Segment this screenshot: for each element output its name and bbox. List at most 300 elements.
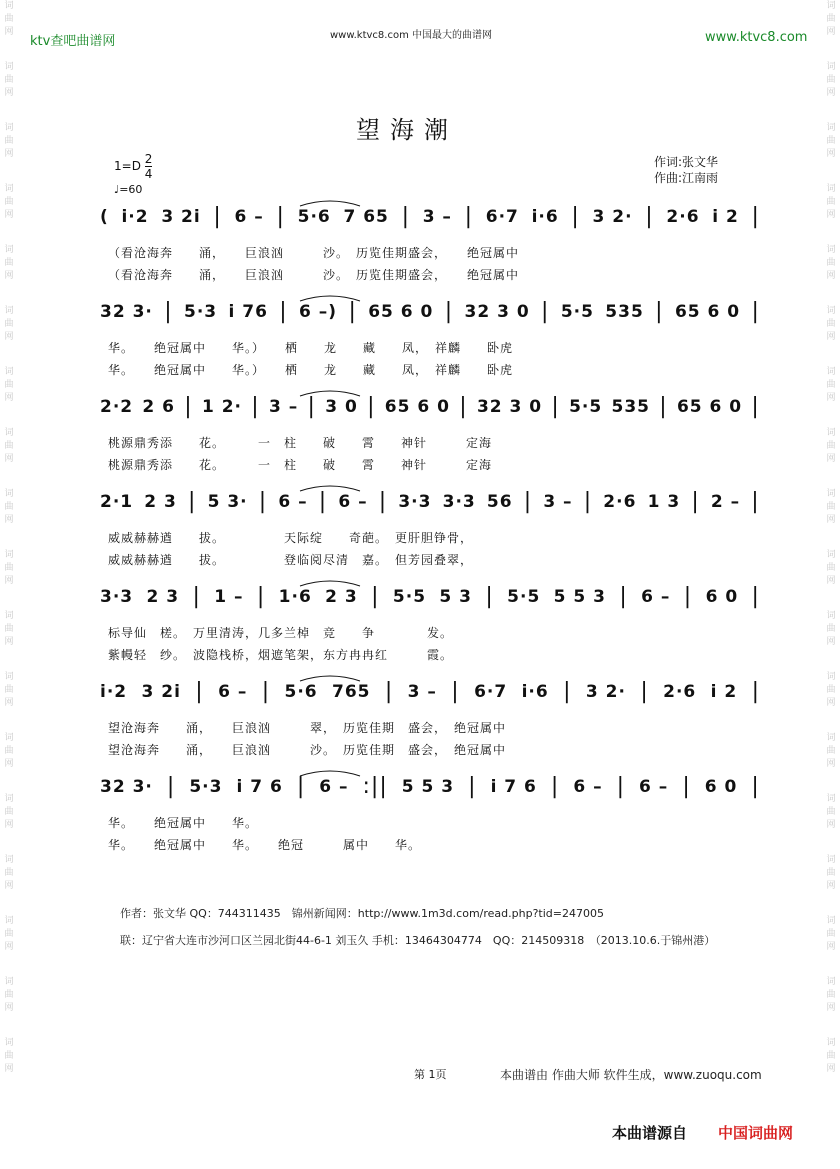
barline: | xyxy=(401,204,410,229)
barline: | xyxy=(195,679,204,704)
note-group: 5·5 xyxy=(569,397,603,417)
watermark-group xyxy=(2,305,16,344)
barline: | xyxy=(307,394,316,419)
note-group: 3 2· xyxy=(592,207,633,227)
score-system xyxy=(100,580,760,620)
watermark-char: 曲 xyxy=(4,14,14,24)
watermark-group xyxy=(824,122,838,161)
note-group: 3 2i xyxy=(141,682,181,702)
watermark-char: 曲 xyxy=(4,75,14,85)
note-group: 65 6 0 xyxy=(384,397,450,417)
watermark-char: 网 xyxy=(826,88,836,98)
lyric-line: （看沧海奔 涌， 巨浪汹 沙。 历览佳期盛会， 绝冠属中 xyxy=(108,268,520,282)
watermark-char: 词 xyxy=(826,611,836,621)
watermark-char: 曲 xyxy=(826,624,836,634)
barline: | xyxy=(464,204,474,229)
time-signature xyxy=(145,152,153,181)
watermark-char: 曲 xyxy=(826,258,836,268)
watermark-char: 网 xyxy=(826,1064,836,1074)
watermark-char: 网 xyxy=(4,637,14,647)
watermark-char: 曲 xyxy=(826,136,836,146)
watermark-char: 网 xyxy=(826,27,836,37)
watermark-char: 词 xyxy=(4,550,14,560)
watermark-group xyxy=(2,1037,16,1076)
watermark-group xyxy=(2,366,16,405)
note-group: 765 xyxy=(332,682,371,702)
contact-line: 联：辽宁省大连市沙河口区兰园北街44-6-1 刘玉久 手机：13464304774 QQ：214509318 （2013.10.6.于锦州港） xyxy=(120,934,716,947)
beam-lines xyxy=(100,390,760,430)
barline: | xyxy=(213,204,222,229)
watermark-char: 网 xyxy=(4,271,14,281)
key-signature xyxy=(114,152,152,181)
barline: | xyxy=(691,489,700,514)
watermark-char: 词 xyxy=(826,489,836,499)
note-group: 6 – xyxy=(278,492,308,512)
note-group: 2·6 xyxy=(666,207,700,227)
slur xyxy=(300,201,360,206)
note-group: i·2 xyxy=(100,682,128,702)
note-group: 6 – xyxy=(338,492,368,512)
page-number: 第 1页 xyxy=(414,1068,447,1081)
watermark-char: 网 xyxy=(4,515,14,525)
note-group: 5·6 xyxy=(284,682,318,702)
note-group: 5·3 xyxy=(189,777,223,797)
watermark-char: 词 xyxy=(4,245,14,255)
watermark-char: 曲 xyxy=(4,929,14,939)
barline: | xyxy=(682,774,691,799)
lyric-line: （看沧海奔 涌， 巨浪汹 沙。 历览佳期盛会， 绝冠属中 xyxy=(108,246,520,260)
source-prefix: 本曲谱源自 xyxy=(612,1124,688,1142)
note-group: 6 – xyxy=(639,777,669,797)
watermark-char: 网 xyxy=(4,1003,14,1013)
watermark-char: 词 xyxy=(4,62,14,72)
watermark-char: 网 xyxy=(4,576,14,586)
barline: | xyxy=(523,489,533,514)
lyric-line: 威威赫赫遒 拔。 登临阅尽清 嘉。 但芳园叠翠， xyxy=(108,553,474,567)
watermark-char: 词 xyxy=(4,428,14,438)
watermark-char: 词 xyxy=(826,184,836,194)
barline: | xyxy=(296,774,306,799)
note-group: 5·3 xyxy=(184,302,218,322)
barline: | xyxy=(645,204,654,229)
watermark-group xyxy=(824,488,838,527)
barline: | xyxy=(751,774,760,799)
watermark-group xyxy=(824,671,838,710)
watermark-char: 词 xyxy=(4,733,14,743)
barline: | xyxy=(751,299,760,324)
note-group: 1 – xyxy=(214,587,244,607)
note-group: 2·2 xyxy=(100,397,134,417)
barline: | xyxy=(261,679,271,704)
watermark-char: 网 xyxy=(4,454,14,464)
watermark-group xyxy=(824,915,838,954)
barline: | xyxy=(751,489,760,514)
note-group: 6 – xyxy=(319,777,349,797)
note-group: 6 –) xyxy=(299,302,338,322)
watermark-char: 曲 xyxy=(4,258,14,268)
barline: :|| xyxy=(362,774,388,799)
watermark-char: 曲 xyxy=(826,1051,836,1061)
barline: | xyxy=(276,204,285,229)
note-group: 6 – xyxy=(573,777,603,797)
watermark-char: 词 xyxy=(826,733,836,743)
watermark-char: 曲 xyxy=(4,197,14,207)
source-name-link[interactable]: 中国词曲网 xyxy=(718,1124,794,1142)
watermark-group xyxy=(824,610,838,649)
note-group: 535 xyxy=(605,302,644,322)
watermark-char: 曲 xyxy=(4,807,14,817)
note-group: 3 – xyxy=(543,492,573,512)
watermark-group xyxy=(2,0,16,39)
watermark-char: 曲 xyxy=(4,868,14,878)
watermark-char: 词 xyxy=(826,123,836,133)
watermark-char: 网 xyxy=(4,149,14,159)
note-group: 3 2i xyxy=(161,207,201,227)
barline: | xyxy=(583,489,593,514)
watermark-group xyxy=(2,854,16,893)
score-system xyxy=(100,295,760,335)
watermark-char: 词 xyxy=(826,1,836,11)
note-group: 535 xyxy=(611,397,650,417)
generator-line: 本曲谱由 作曲大师 软件生成，www.zuoqu.com xyxy=(500,1068,762,1082)
watermark-char: 曲 xyxy=(826,75,836,85)
note-group: 32 3 0 xyxy=(464,302,530,322)
lyric-line: 桃源鼎秀添 花。 一 柱 破 霄 神针 定海 xyxy=(108,436,493,450)
note-group: 1 3 xyxy=(647,492,681,512)
watermark-char: 曲 xyxy=(826,807,836,817)
note-group: i 7 6 xyxy=(236,777,283,797)
watermark-char: 曲 xyxy=(4,441,14,451)
watermark-group xyxy=(2,244,16,283)
watermark-char: 网 xyxy=(826,149,836,159)
watermark-char: 词 xyxy=(4,855,14,865)
header-center-text: www.ktvc8.com 中国最大的曲谱网 xyxy=(330,30,493,41)
watermark-group xyxy=(2,61,16,100)
barline: | xyxy=(188,489,197,514)
watermark-char: 词 xyxy=(4,306,14,316)
note-group: 6 – xyxy=(641,587,671,607)
watermark-char: 网 xyxy=(826,332,836,342)
barline: | xyxy=(258,489,268,514)
watermark-char: 词 xyxy=(4,367,14,377)
note-group: 32 3· xyxy=(100,777,153,797)
slur xyxy=(300,486,360,491)
watermark-char: 曲 xyxy=(826,868,836,878)
beam-lines xyxy=(100,200,760,240)
watermark-char: 网 xyxy=(4,820,14,830)
watermark-group xyxy=(2,732,16,771)
beam-lines xyxy=(100,580,760,620)
watermark-char: 网 xyxy=(826,1003,836,1013)
score-system xyxy=(100,770,760,810)
watermark-char: 曲 xyxy=(826,319,836,329)
barline: | xyxy=(640,679,649,704)
watermark-char: 词 xyxy=(4,1038,14,1048)
watermark-char: 词 xyxy=(826,428,836,438)
barline: | xyxy=(371,584,380,609)
watermark-group xyxy=(824,549,838,588)
watermark-char: 词 xyxy=(826,550,836,560)
barline: | xyxy=(751,394,760,419)
slur xyxy=(300,676,360,681)
header-left-brand[interactable]: ktv查吧曲谱网 xyxy=(30,34,116,49)
left-watermark-strip xyxy=(2,0,16,1169)
watermark-char: 词 xyxy=(4,123,14,133)
watermark-char: 曲 xyxy=(4,136,14,146)
watermark-char: 网 xyxy=(4,698,14,708)
watermark-group xyxy=(2,671,16,710)
note-group: 2·6 xyxy=(603,492,637,512)
watermark-char: 曲 xyxy=(826,990,836,1000)
note-group: 5·5 xyxy=(392,587,427,607)
lyric-line: 华。 绝冠属中 华。） 栖 龙 藏 凤， 祥麟 卧虎 xyxy=(108,363,514,377)
watermark-char: 曲 xyxy=(4,563,14,573)
watermark-char: 网 xyxy=(4,393,14,403)
watermark-char: 网 xyxy=(4,1064,14,1074)
watermark-char: 曲 xyxy=(826,929,836,939)
barline: | xyxy=(166,774,176,799)
note-group: 5 3· xyxy=(207,492,248,512)
slur xyxy=(300,581,360,586)
barline: | xyxy=(451,679,460,704)
barline: | xyxy=(616,774,626,799)
note-group: 3·3 xyxy=(100,587,134,607)
watermark-group xyxy=(824,305,838,344)
slur xyxy=(300,391,360,396)
barline: | xyxy=(571,204,580,229)
watermark-char: 网 xyxy=(826,576,836,586)
watermark-char: 词 xyxy=(4,184,14,194)
note-group: 5 5 3 xyxy=(401,777,455,797)
watermark-char: 网 xyxy=(826,881,836,891)
watermark-char: 词 xyxy=(4,794,14,804)
note-group: 1 2· xyxy=(201,397,243,417)
note-group: 5 5 3 xyxy=(553,587,606,607)
note-group: i·6 xyxy=(521,682,549,702)
watermark-char: 网 xyxy=(826,820,836,830)
barline: | xyxy=(251,394,260,419)
barline: | xyxy=(541,299,550,324)
note-group: 2 – xyxy=(710,492,741,512)
watermark-char: 网 xyxy=(4,881,14,891)
watermark-char: 曲 xyxy=(4,1051,14,1061)
note-group: i 2 xyxy=(710,682,738,702)
watermark-char: 曲 xyxy=(826,746,836,756)
watermark-group xyxy=(824,854,838,893)
barline: | xyxy=(444,299,454,324)
note-group: 65 6 0 xyxy=(368,302,434,322)
watermark-char: 网 xyxy=(826,637,836,647)
watermark-group xyxy=(2,549,16,588)
watermark-group xyxy=(2,488,16,527)
note-group: 6·7 xyxy=(474,682,508,702)
note-group: 5·5 xyxy=(507,587,541,607)
note-group: 65 6 0 xyxy=(676,397,743,417)
watermark-char: 曲 xyxy=(4,624,14,634)
watermark-char: 曲 xyxy=(826,502,836,512)
watermark-char: 曲 xyxy=(826,14,836,24)
watermark-char: 网 xyxy=(4,759,14,769)
note-group: 6 – xyxy=(234,207,264,227)
watermark-char: 曲 xyxy=(4,685,14,695)
barline: | xyxy=(192,584,201,609)
note-group: 6 – xyxy=(218,682,248,702)
watermark-char: 曲 xyxy=(826,380,836,390)
barline: | xyxy=(619,584,628,609)
barline: | xyxy=(550,774,560,799)
note-group: 2 3 xyxy=(146,587,180,607)
meter-bottom: 4 xyxy=(144,167,153,181)
barline: | xyxy=(164,299,173,324)
note-group: 6 0 xyxy=(704,777,738,797)
barline: | xyxy=(459,394,468,419)
barline: | xyxy=(279,299,288,324)
note-group: 3 0 xyxy=(325,397,358,417)
beam-lines xyxy=(100,675,760,715)
lyric-line: 紫幔轻 纱。 波隐栈桥，烟遮笔架，东方冉冉红 霞。 xyxy=(108,648,454,662)
barline: | xyxy=(367,394,376,419)
barline: | xyxy=(184,394,193,419)
watermark-char: 词 xyxy=(826,855,836,865)
slur xyxy=(300,771,360,776)
watermark-char: 网 xyxy=(826,393,836,403)
note-group: 2·6 xyxy=(663,682,697,702)
watermark-group xyxy=(824,183,838,222)
watermark-group xyxy=(2,610,16,649)
barline: | xyxy=(751,204,760,229)
note-group: i 76 xyxy=(228,302,268,322)
note-group: 56 xyxy=(486,492,513,512)
watermark-char: 词 xyxy=(826,367,836,377)
barline: | xyxy=(683,584,693,609)
watermark-group xyxy=(824,366,838,405)
slur xyxy=(300,296,360,301)
note-group: 65 6 0 xyxy=(674,302,741,322)
barline: | xyxy=(751,679,760,704)
note-group: 2·1 xyxy=(100,492,134,512)
note-group: 3 – xyxy=(407,682,437,702)
right-watermark-strip xyxy=(824,0,838,1169)
barline: | xyxy=(378,489,388,514)
barline: | xyxy=(318,489,328,514)
note-group: i·2 xyxy=(121,207,149,227)
note-group: 3 – xyxy=(269,397,299,417)
watermark-char: 网 xyxy=(4,210,14,220)
watermark-group xyxy=(824,976,838,1015)
note-group: 6·7 xyxy=(485,207,519,227)
barline: | xyxy=(655,299,664,324)
note-group: 5 3 xyxy=(439,587,472,607)
note-group: 5·6 xyxy=(297,207,331,227)
watermark-char: 网 xyxy=(4,332,14,342)
watermark-char: 曲 xyxy=(4,990,14,1000)
watermark-char: 网 xyxy=(826,271,836,281)
watermark-char: 曲 xyxy=(4,380,14,390)
barline: | xyxy=(468,774,477,799)
watermark-group xyxy=(824,793,838,832)
watermark-group xyxy=(2,976,16,1015)
watermark-group xyxy=(824,61,838,100)
watermark-char: 词 xyxy=(826,62,836,72)
watermark-group xyxy=(2,915,16,954)
note-group: 2 3 xyxy=(325,587,358,607)
watermark-char: 词 xyxy=(4,489,14,499)
note-group: 6 0 xyxy=(705,587,739,607)
watermark-char: 网 xyxy=(826,515,836,525)
watermark-char: 网 xyxy=(4,88,14,98)
lyricist: 作词:张文华 xyxy=(654,155,719,169)
watermark-char: 曲 xyxy=(826,685,836,695)
barline: | xyxy=(485,584,494,609)
lyric-line: 望沧海奔 涌， 巨浪汹 沙。 历览佳期 盛会， 绝冠属中 xyxy=(108,743,507,757)
watermark-char: 曲 xyxy=(826,441,836,451)
meter-top: 2 xyxy=(144,152,153,166)
note-group: 3 2· xyxy=(585,682,626,702)
barline: | xyxy=(384,679,394,704)
watermark-char: 网 xyxy=(826,759,836,769)
watermark-char: 网 xyxy=(4,27,14,37)
key-text: 1=D xyxy=(114,159,141,173)
note-group: i 2 xyxy=(712,207,739,227)
watermark-char: 词 xyxy=(826,245,836,255)
watermark-group xyxy=(824,1037,838,1076)
watermark-char: 网 xyxy=(826,698,836,708)
watermark-group xyxy=(824,0,838,39)
watermark-char: 词 xyxy=(826,794,836,804)
watermark-group xyxy=(2,793,16,832)
watermark-char: 词 xyxy=(4,672,14,682)
watermark-char: 曲 xyxy=(826,563,836,573)
song-title: 望海潮 xyxy=(356,116,458,144)
barline: | xyxy=(551,394,560,419)
barline: | xyxy=(563,679,572,704)
header-right-brand[interactable]: www.ktvc8.com xyxy=(705,30,808,45)
watermark-group xyxy=(824,427,838,466)
watermark-group xyxy=(824,732,838,771)
note-group: 2 6 xyxy=(142,397,175,417)
watermark-char: 词 xyxy=(826,1038,836,1048)
watermark-char: 曲 xyxy=(826,197,836,207)
note-group: 2 3 xyxy=(144,492,177,512)
note-group: 5·5 xyxy=(560,302,594,322)
score-system xyxy=(100,675,760,715)
lyric-line: 华。 绝冠属中 华。） 栖 龙 藏 凤， 祥麟 卧虎 xyxy=(108,341,514,355)
beam-lines xyxy=(100,485,760,525)
beam-lines xyxy=(100,770,760,810)
score-system xyxy=(100,390,760,430)
note-group: 32 3· xyxy=(100,302,153,322)
watermark-group xyxy=(824,244,838,283)
watermark-char: 词 xyxy=(826,306,836,316)
score-system xyxy=(100,485,760,525)
barline: | xyxy=(751,584,760,609)
composer: 作曲:江南雨 xyxy=(654,171,719,185)
watermark-group xyxy=(2,122,16,161)
note-group: 1·6 xyxy=(278,587,312,607)
barline: | xyxy=(256,584,266,609)
barline: | xyxy=(348,299,357,324)
watermark-char: 词 xyxy=(4,1,14,11)
watermark-char: 网 xyxy=(826,942,836,952)
watermark-char: 网 xyxy=(826,454,836,464)
watermark-char: 曲 xyxy=(4,502,14,512)
note-group: i 7 6 xyxy=(490,777,537,797)
note-group: 3·3 xyxy=(398,492,432,512)
watermark-char: 词 xyxy=(4,611,14,621)
lyric-line: 华。 绝冠属中 华。 绝冠 属中 华。 xyxy=(108,838,422,852)
watermark-char: 曲 xyxy=(4,746,14,756)
barline: | xyxy=(659,394,668,419)
